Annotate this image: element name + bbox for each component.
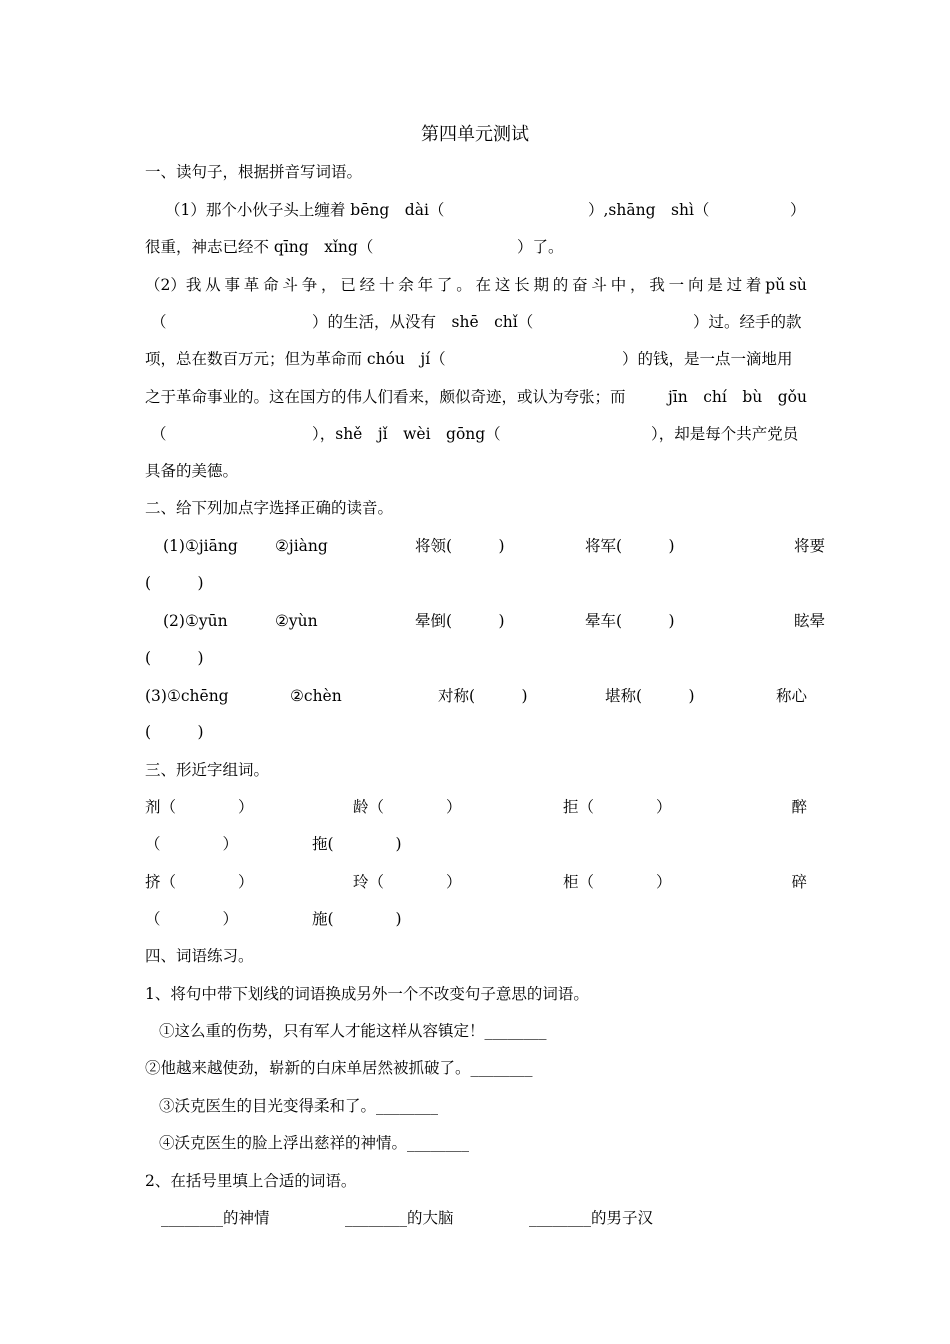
s2-row-2-cont: ( ) bbox=[145, 649, 204, 667]
s1-p2-l1-token: 在 bbox=[475, 276, 492, 294]
s3-r2-c1: 挤（ ） bbox=[145, 873, 254, 891]
s1-p2-l1-token: 中 bbox=[610, 276, 627, 294]
s1-p1-l1-b: ）,shāng shì（ bbox=[588, 201, 710, 219]
s2-r2-c1: (2)①yūn bbox=[163, 612, 228, 630]
s2-row-2 bbox=[145, 611, 825, 631]
s1-p2-l1-token: 我 bbox=[649, 276, 665, 294]
section-4-heading: 四、词语练习。 bbox=[145, 947, 254, 965]
s1-p2-l5-b: ），shě jǐ wèi gōng（ bbox=[312, 425, 501, 443]
s1-p1-l2-b: ）了。 bbox=[517, 238, 564, 256]
s1-p2-l1-token: 争 bbox=[301, 276, 318, 294]
s1-p2-l1-token: 年 bbox=[417, 276, 434, 294]
s1-p2-l1-token: 事 bbox=[224, 276, 240, 294]
s2-r3-c1: (3)①chēng bbox=[145, 687, 229, 705]
s2-r3-c4: 堪称( ) bbox=[605, 687, 695, 705]
s1-p2-l1-token: 期 bbox=[533, 276, 549, 294]
s2-r3-c3: 对称( ) bbox=[438, 687, 528, 705]
s1-p1-l1-c: ） bbox=[790, 201, 806, 219]
s2-row-3-cont: ( ) bbox=[145, 723, 204, 741]
s1-p2-l1-token: 十 bbox=[378, 276, 395, 294]
s1-p2-line1 bbox=[145, 275, 807, 295]
s2-r1-c1: (1)①jiāng bbox=[163, 537, 238, 555]
s1-p2-l1-token: 斗 bbox=[282, 276, 298, 294]
s4-q2-item-3: ________的男子汉 bbox=[529, 1209, 654, 1227]
s2-row-1-cont: ( ) bbox=[145, 574, 204, 592]
s1-p2-l1-token: 一 bbox=[668, 276, 685, 294]
s2-r2-c2: ②yùn bbox=[275, 612, 318, 630]
s1-p2-l1-token: （2）我 bbox=[145, 276, 202, 294]
s1-p2-l2-a: （ bbox=[151, 313, 167, 331]
s1-p2-line6: 具备的美德。 bbox=[145, 462, 239, 480]
s3-r1-cont-b: 拖( ) bbox=[312, 835, 402, 853]
s2-r3-c5: 称心 bbox=[775, 687, 807, 705]
s1-p2-l1-token: ， bbox=[321, 276, 337, 294]
s4-q1-item-3: ③沃克医生的目光变得柔和了。________ bbox=[159, 1097, 439, 1115]
s2-r2-c5: 眩晕 bbox=[793, 612, 825, 630]
s2-r1-c5: 将要 bbox=[793, 537, 825, 555]
s1-p2-l1-token: 余 bbox=[398, 276, 414, 294]
s3-r1-c3: 拒（ ） bbox=[563, 798, 672, 816]
s3-r2-cont-b: 施( ) bbox=[312, 910, 402, 928]
s1-p1-l2-a: 很重，神志已经不 qīng xǐng（ bbox=[145, 238, 374, 256]
s1-p2-l1-token: 命 bbox=[263, 276, 279, 294]
s1-p2-l1-token: 的 bbox=[552, 276, 569, 294]
s4-q1-item-2: ②他越来越使劲，崭新的白床单居然被抓破了。________ bbox=[145, 1059, 533, 1077]
s1-p2-l2-c: ）过。经手的款 bbox=[693, 313, 802, 331]
s2-r2-c4: 晕车( ) bbox=[585, 612, 675, 630]
s2-r3-c2: ②chèn bbox=[290, 687, 342, 705]
s1-p2-l1-token: 是 bbox=[707, 276, 723, 294]
s2-row-1 bbox=[145, 536, 825, 556]
s4-q2-item-1: ________的神情 bbox=[161, 1209, 270, 1227]
s3-r2-c2: 玲（ ） bbox=[353, 873, 462, 891]
s1-p2-l1-token: pǔ bbox=[765, 276, 786, 294]
s4-question-1: 1、将句中带下划线的词语换成另外一个不改变句子意思的词语。 bbox=[145, 985, 589, 1003]
s3-r2-c4: 碎 bbox=[791, 873, 807, 891]
s1-p2-l5-c: ），却是每个共产党员 bbox=[651, 425, 799, 443]
s1-p2-l1-token: 革 bbox=[243, 276, 260, 294]
s1-p2-l1-token: 着 bbox=[745, 276, 762, 294]
s1-p2-l1-token: 。 bbox=[456, 276, 472, 294]
s1-p2-l3-b: ）的钱，是一点一滴地用 bbox=[622, 350, 793, 368]
s3-r1-c2: 龄（ ） bbox=[353, 798, 462, 816]
s1-p2-l1-token: 奋 bbox=[572, 276, 588, 294]
s1-p2-l1-token: 斗 bbox=[591, 276, 607, 294]
s1-p2-l1-token: 已 bbox=[340, 276, 356, 294]
s3-r2-cont-a: （ ） bbox=[145, 910, 239, 928]
section-1-heading: 一、读句子，根据拼音写词语。 bbox=[145, 163, 363, 181]
s4-q2-item-2: ________的大脑 bbox=[345, 1209, 454, 1227]
s1-p1-l1-a: （1）那个小伙子头上缠着 bēng dài（ bbox=[165, 201, 445, 219]
s1-p2-l1-token: 了 bbox=[436, 276, 453, 294]
s1-p2-l4-b: jīn chí bù gǒu bbox=[667, 388, 807, 406]
s4-q1-item-4: ④沃克医生的脸上浮出慈祥的神情。________ bbox=[159, 1134, 470, 1152]
s2-r1-c2: ②jiàng bbox=[275, 537, 328, 555]
s1-p2-l1-token: 这 bbox=[494, 276, 511, 294]
page-title: 第四单元测试 bbox=[421, 124, 529, 145]
s2-r1-c3: 将领( ) bbox=[415, 537, 505, 555]
s3-r2-c3: 柜（ ） bbox=[563, 873, 672, 891]
s1-p2-l1-token: 从 bbox=[205, 276, 221, 294]
s1-p2-l1-token: 过 bbox=[726, 276, 743, 294]
section-2-heading: 二、给下列加点字选择正确的读音。 bbox=[145, 499, 394, 517]
s1-p2-l3-a: 项，总在数百万元；但为革命而 chóu jí（ bbox=[145, 350, 446, 368]
s3-r1-cont-a: （ ） bbox=[145, 835, 239, 853]
s2-r2-c3: 晕倒( ) bbox=[415, 612, 505, 630]
s1-p2-l5-a: （ bbox=[151, 425, 167, 443]
s1-p2-l2-b: ）的生活，从没有 shē chǐ（ bbox=[312, 313, 534, 331]
section-3-heading: 三、形近字组词。 bbox=[145, 761, 270, 779]
s3-r1-c4: 醉 bbox=[791, 798, 807, 816]
s1-p2-l1-token: 经 bbox=[359, 276, 376, 294]
s1-p2-l1-token: 向 bbox=[687, 276, 704, 294]
s1-p2-l1-token: ， bbox=[630, 276, 646, 294]
s2-r1-c4: 将军( ) bbox=[585, 537, 675, 555]
s4-q1-item-1: ①这么重的伤势，只有军人才能这样从容镇定！________ bbox=[159, 1022, 547, 1040]
s1-p2-l1-token: sù bbox=[788, 276, 807, 294]
s1-p2-l4-a: 之于革命事业的。这在国方的伟人们看来，颇似奇迹，或认为夸张；而 bbox=[145, 388, 626, 406]
s3-r1-c1: 剂（ ） bbox=[145, 798, 254, 816]
s1-p2-l1-token: 长 bbox=[514, 276, 530, 294]
s4-question-2: 2、在括号里填上合适的词语。 bbox=[145, 1172, 357, 1190]
